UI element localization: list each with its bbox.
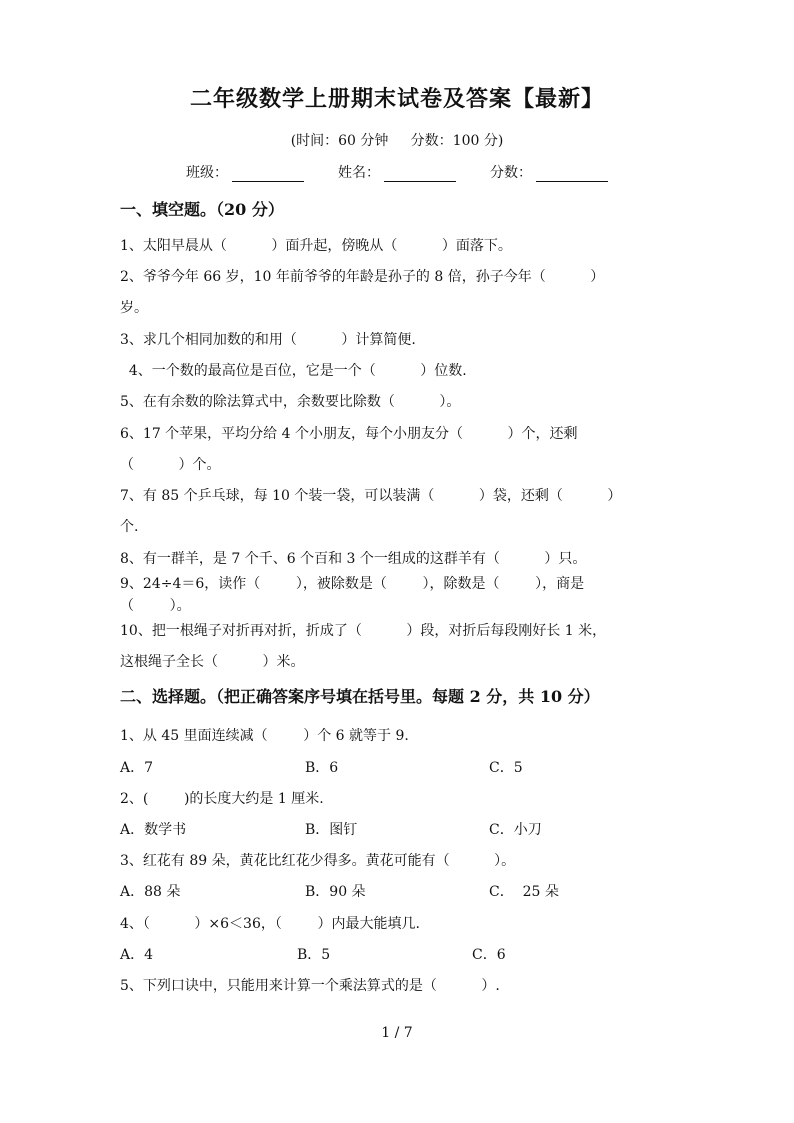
score-label: 分数：: [490, 165, 532, 181]
question-line: 2、爷爷今年 66 岁，10 年前爷爷的年龄是孙子的 8 倍，孙子今年（ ）: [120, 269, 605, 285]
question-line: 3、求几个相同加数的和用（ ）计算简便.: [120, 332, 416, 348]
student-info-row: [186, 162, 608, 182]
question-line: 6、17 个苹果，平均分给 4 个小朋友，每个小朋友分（ ）个，还剩: [120, 426, 578, 442]
page-number: 1 / 7: [381, 1025, 413, 1041]
question-line: 个.: [120, 519, 139, 535]
page-title: 二年级数学上册期末试卷及答案【最新】: [189, 86, 604, 112]
question-line: 9、24÷4＝6，读作（ ），被除数是（ ），除数是（ ），商是: [120, 576, 585, 592]
choice-question: 2、( )的长度大约是 1 厘米.: [120, 791, 324, 807]
choice-question: 3、红花有 89 朵，黄花比红花少得多。黄花可能有（ ）。: [120, 853, 516, 869]
question-line: （ ）个。: [120, 457, 221, 473]
question-line: 10、把一根绳子对折再对折，折成了（ ）段，对折后每段刚好长 1 米，: [120, 623, 607, 639]
section-choice-heading: 二、选择题。（把正确答案序号填在括号里。每题 2 分，共 10 分）: [120, 687, 600, 706]
question-line: 4、一个数的最高位是百位，它是一个（ ）位数.: [120, 363, 467, 379]
question-line: 岁。: [120, 300, 148, 316]
option-a: A．数学书: [120, 822, 187, 838]
option-c: C．6: [472, 947, 506, 963]
name-field: [338, 162, 456, 182]
section-fill-blank-heading: 一、填空题。（20 分）: [120, 200, 284, 219]
choice-question: 1、从 45 里面连续减（ ）个 6 就等于 9.: [120, 728, 409, 744]
choice-question: 5、下列口诀中，只能用来计算一个乘法算式的是（ ）.: [120, 978, 500, 994]
name-label: 姓名：: [338, 165, 380, 181]
question-line: （ ）。: [120, 598, 191, 614]
option-b: B．6: [305, 760, 339, 776]
name-blank[interactable]: [384, 165, 456, 182]
choice-question: 4、（ ）×6＜36，（ ）内最大能填几.: [120, 916, 420, 932]
question-line: 8、有一群羊，是 7 个千、6 个百和 3 个一组成的这群羊有（ ）只。: [120, 551, 587, 567]
option-b: B．90 朵: [305, 884, 366, 900]
class-label: 班级：: [186, 165, 228, 181]
class-field: [186, 162, 304, 182]
question-line: 5、在有余数的除法算式中，余数要比除数（ ）。: [120, 394, 461, 410]
option-c: C． 25 朵: [489, 884, 559, 900]
option-c: C．5: [489, 760, 523, 776]
option-c: C．小刀: [489, 822, 542, 838]
score-field: [490, 162, 608, 182]
exam-info: (时间：60 分钟 分数：100 分): [290, 133, 504, 149]
option-a: A．4: [120, 947, 154, 963]
question-line: 这根绳子全长（ ）米。: [120, 654, 305, 670]
class-blank[interactable]: [232, 165, 304, 182]
option-a: A．7: [120, 760, 154, 776]
score-blank[interactable]: [536, 165, 608, 182]
option-b: B．5: [297, 947, 331, 963]
question-line: 7、有 85 个乒乓球，每 10 个装一袋，可以装满（ ）袋，还剩（ ）: [120, 488, 622, 504]
option-a: A．88 朵: [120, 884, 181, 900]
option-b: B．图钉: [305, 822, 358, 838]
question-line: 1、太阳早晨从（ ）面升起，傍晚从（ ）面落下。: [120, 238, 512, 254]
